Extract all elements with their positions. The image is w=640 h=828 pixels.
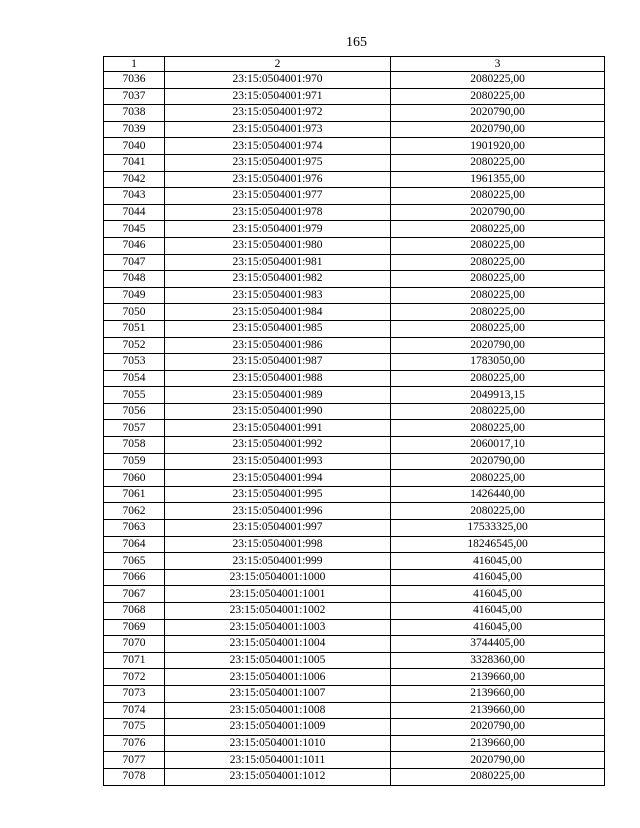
cadastral-value-cell: 2080225,00 — [391, 154, 605, 171]
row-index-cell: 7048 — [104, 271, 165, 288]
row-index-cell: 7037 — [104, 88, 165, 105]
cadastral-number-cell: 23:15:0504001:976 — [165, 171, 391, 188]
cadastral-number-cell: 23:15:0504001:971 — [165, 88, 391, 105]
cadastral-value-cell: 1901920,00 — [391, 138, 605, 155]
cadastral-number-cell: 23:15:0504001:977 — [165, 188, 391, 205]
row-index-cell: 7044 — [104, 204, 165, 221]
row-index-cell: 7046 — [104, 237, 165, 254]
cadastral-number-cell: 23:15:0504001:1011 — [165, 752, 391, 769]
cadastral-value-cell: 2139660,00 — [391, 685, 605, 702]
row-index-cell: 7036 — [104, 72, 165, 89]
cadastral-number-cell: 23:15:0504001:1012 — [165, 768, 391, 785]
cadastral-number-cell: 23:15:0504001:1008 — [165, 702, 391, 719]
row-index-cell: 7070 — [104, 636, 165, 653]
table-row — [104, 204, 605, 221]
table-row — [104, 437, 605, 454]
cadastral-value-cell: 2080225,00 — [391, 188, 605, 205]
cadastral-value-cell: 1783050,00 — [391, 354, 605, 371]
row-index-cell: 7038 — [104, 105, 165, 122]
row-index-cell: 7075 — [104, 719, 165, 736]
table-row — [104, 88, 605, 105]
table-body — [104, 72, 605, 786]
table-row — [104, 586, 605, 603]
table-row — [104, 752, 605, 769]
table-row — [104, 254, 605, 271]
row-index-cell: 7055 — [104, 387, 165, 404]
cadastral-value-cell: 1426440,00 — [391, 486, 605, 503]
table-row — [104, 105, 605, 122]
row-index-cell: 7065 — [104, 553, 165, 570]
table-row — [104, 354, 605, 371]
cadastral-value-cell: 416045,00 — [391, 603, 605, 620]
cadastral-value-cell: 2020790,00 — [391, 752, 605, 769]
row-index-cell: 7051 — [104, 320, 165, 337]
cadastral-number-cell: 23:15:0504001:997 — [165, 520, 391, 537]
cadastral-number-cell: 23:15:0504001:987 — [165, 354, 391, 371]
row-index-cell: 7074 — [104, 702, 165, 719]
cadastral-value-cell: 2020790,00 — [391, 719, 605, 736]
cadastral-value-cell: 3328360,00 — [391, 652, 605, 669]
cadastral-number-cell: 23:15:0504001:975 — [165, 154, 391, 171]
cadastral-number-cell: 23:15:0504001:1000 — [165, 569, 391, 586]
table-row — [104, 420, 605, 437]
cadastral-number-cell: 23:15:0504001:970 — [165, 72, 391, 89]
cadastral-number-cell: 23:15:0504001:996 — [165, 503, 391, 520]
row-index-cell: 7059 — [104, 453, 165, 470]
cadastral-number-cell: 23:15:0504001:985 — [165, 320, 391, 337]
table-row — [104, 702, 605, 719]
table-row — [104, 138, 605, 155]
table-row — [104, 154, 605, 171]
cadastral-value-cell: 2020790,00 — [391, 105, 605, 122]
table-row — [104, 486, 605, 503]
cadastral-number-cell: 23:15:0504001:981 — [165, 254, 391, 271]
cadastral-value-cell: 2080225,00 — [391, 287, 605, 304]
cadastral-number-cell: 23:15:0504001:979 — [165, 221, 391, 238]
table-row — [104, 669, 605, 686]
cadastral-value-cell: 2139660,00 — [391, 669, 605, 686]
cadastral-number-cell: 23:15:0504001:984 — [165, 304, 391, 321]
cadastral-value-cell: 2080225,00 — [391, 470, 605, 487]
cadastral-value-table — [103, 56, 605, 786]
cadastral-number-cell: 23:15:0504001:1006 — [165, 669, 391, 686]
cadastral-value-cell: 2080225,00 — [391, 88, 605, 105]
cadastral-value-cell: 2080225,00 — [391, 271, 605, 288]
row-index-cell: 7069 — [104, 619, 165, 636]
row-index-cell: 7071 — [104, 652, 165, 669]
row-index-cell: 7053 — [104, 354, 165, 371]
table-row — [104, 553, 605, 570]
row-index-cell: 7056 — [104, 403, 165, 420]
table-row — [104, 287, 605, 304]
table-row — [104, 536, 605, 553]
row-index-cell: 7050 — [104, 304, 165, 321]
table-row — [104, 320, 605, 337]
cadastral-value-cell: 2139660,00 — [391, 735, 605, 752]
column-header-1: 1 — [104, 57, 165, 72]
row-index-cell: 7039 — [104, 121, 165, 138]
row-index-cell: 7040 — [104, 138, 165, 155]
cadastral-number-cell: 23:15:0504001:978 — [165, 204, 391, 221]
table-row — [104, 470, 605, 487]
table-row — [104, 237, 605, 254]
row-index-cell: 7054 — [104, 370, 165, 387]
table-row — [104, 121, 605, 138]
table-row — [104, 735, 605, 752]
table-row — [104, 387, 605, 404]
column-number-row — [104, 57, 605, 72]
row-index-cell: 7066 — [104, 569, 165, 586]
cadastral-number-cell: 23:15:0504001:999 — [165, 553, 391, 570]
row-index-cell: 7045 — [104, 221, 165, 238]
cadastral-value-cell: 2080225,00 — [391, 72, 605, 89]
table-row — [104, 520, 605, 537]
table-row — [104, 304, 605, 321]
row-index-cell: 7073 — [104, 685, 165, 702]
table-row — [104, 403, 605, 420]
row-index-cell: 7072 — [104, 669, 165, 686]
cadastral-value-cell: 2080225,00 — [391, 221, 605, 238]
cadastral-number-cell: 23:15:0504001:988 — [165, 370, 391, 387]
cadastral-value-cell: 2080225,00 — [391, 420, 605, 437]
table-row — [104, 271, 605, 288]
cadastral-value-cell: 2080225,00 — [391, 254, 605, 271]
cadastral-value-cell: 2020790,00 — [391, 453, 605, 470]
cadastral-value-cell: 17533325,00 — [391, 520, 605, 537]
row-index-cell: 7058 — [104, 437, 165, 454]
row-index-cell: 7043 — [104, 188, 165, 205]
row-index-cell: 7047 — [104, 254, 165, 271]
cadastral-number-cell: 23:15:0504001:991 — [165, 420, 391, 437]
cadastral-number-cell: 23:15:0504001:1002 — [165, 603, 391, 620]
cadastral-value-cell: 2020790,00 — [391, 204, 605, 221]
cadastral-number-cell: 23:15:0504001:1005 — [165, 652, 391, 669]
row-index-cell: 7049 — [104, 287, 165, 304]
cadastral-value-cell: 1961355,00 — [391, 171, 605, 188]
cadastral-number-cell: 23:15:0504001:1003 — [165, 619, 391, 636]
row-index-cell: 7042 — [104, 171, 165, 188]
row-index-cell: 7061 — [104, 486, 165, 503]
cadastral-value-cell: 416045,00 — [391, 569, 605, 586]
table-row — [104, 768, 605, 785]
cadastral-value-cell: 2080225,00 — [391, 403, 605, 420]
row-index-cell: 7041 — [104, 154, 165, 171]
cadastral-value-cell: 3744405,00 — [391, 636, 605, 653]
cadastral-value-cell: 2049913,15 — [391, 387, 605, 404]
row-index-cell: 7064 — [104, 536, 165, 553]
cadastral-number-cell: 23:15:0504001:1001 — [165, 586, 391, 603]
cadastral-number-cell: 23:15:0504001:1004 — [165, 636, 391, 653]
cadastral-value-cell: 2080225,00 — [391, 768, 605, 785]
cadastral-value-cell: 416045,00 — [391, 553, 605, 570]
row-index-cell: 7078 — [104, 768, 165, 785]
page-number: 165 — [346, 35, 367, 50]
cadastral-number-cell: 23:15:0504001:993 — [165, 453, 391, 470]
cadastral-value-cell: 2020790,00 — [391, 337, 605, 354]
table-row — [104, 636, 605, 653]
cadastral-value-cell: 18246545,00 — [391, 536, 605, 553]
row-index-cell: 7077 — [104, 752, 165, 769]
row-index-cell: 7068 — [104, 603, 165, 620]
cadastral-number-cell: 23:15:0504001:983 — [165, 287, 391, 304]
cadastral-value-cell: 2080225,00 — [391, 370, 605, 387]
table-row — [104, 221, 605, 238]
cadastral-number-cell: 23:15:0504001:995 — [165, 486, 391, 503]
table-row — [104, 719, 605, 736]
table-row — [104, 453, 605, 470]
cadastral-value-cell: 2080225,00 — [391, 503, 605, 520]
cadastral-value-cell: 2080225,00 — [391, 237, 605, 254]
cadastral-number-cell: 23:15:0504001:973 — [165, 121, 391, 138]
row-index-cell: 7063 — [104, 520, 165, 537]
cadastral-value-cell: 2060017,10 — [391, 437, 605, 454]
row-index-cell: 7067 — [104, 586, 165, 603]
cadastral-number-cell: 23:15:0504001:982 — [165, 271, 391, 288]
cadastral-number-cell: 23:15:0504001:1010 — [165, 735, 391, 752]
cadastral-number-cell: 23:15:0504001:974 — [165, 138, 391, 155]
cadastral-value-cell: 416045,00 — [391, 619, 605, 636]
table-row — [104, 370, 605, 387]
cadastral-number-cell: 23:15:0504001:992 — [165, 437, 391, 454]
cadastral-number-cell: 23:15:0504001:990 — [165, 403, 391, 420]
column-header-3: 3 — [391, 57, 605, 72]
table-row — [104, 652, 605, 669]
table-row — [104, 171, 605, 188]
cadastral-value-cell: 2080225,00 — [391, 320, 605, 337]
cadastral-number-cell: 23:15:0504001:1007 — [165, 685, 391, 702]
cadastral-number-cell: 23:15:0504001:1009 — [165, 719, 391, 736]
cadastral-value-cell: 416045,00 — [391, 586, 605, 603]
row-index-cell: 7060 — [104, 470, 165, 487]
cadastral-number-cell: 23:15:0504001:998 — [165, 536, 391, 553]
cadastral-number-cell: 23:15:0504001:980 — [165, 237, 391, 254]
column-header-2: 2 — [165, 57, 391, 72]
table-row — [104, 569, 605, 586]
table-row — [104, 619, 605, 636]
row-index-cell: 7076 — [104, 735, 165, 752]
cadastral-value-cell: 2020790,00 — [391, 121, 605, 138]
table-row — [104, 72, 605, 89]
table-row — [104, 188, 605, 205]
table-row — [104, 503, 605, 520]
row-index-cell: 7062 — [104, 503, 165, 520]
cadastral-number-cell: 23:15:0504001:989 — [165, 387, 391, 404]
cadastral-value-cell: 2080225,00 — [391, 304, 605, 321]
cadastral-number-cell: 23:15:0504001:972 — [165, 105, 391, 122]
cadastral-number-cell: 23:15:0504001:986 — [165, 337, 391, 354]
row-index-cell: 7057 — [104, 420, 165, 437]
table-row — [104, 337, 605, 354]
row-index-cell: 7052 — [104, 337, 165, 354]
table-row — [104, 603, 605, 620]
cadastral-number-cell: 23:15:0504001:994 — [165, 470, 391, 487]
table-row — [104, 685, 605, 702]
cadastral-value-cell: 2139660,00 — [391, 702, 605, 719]
